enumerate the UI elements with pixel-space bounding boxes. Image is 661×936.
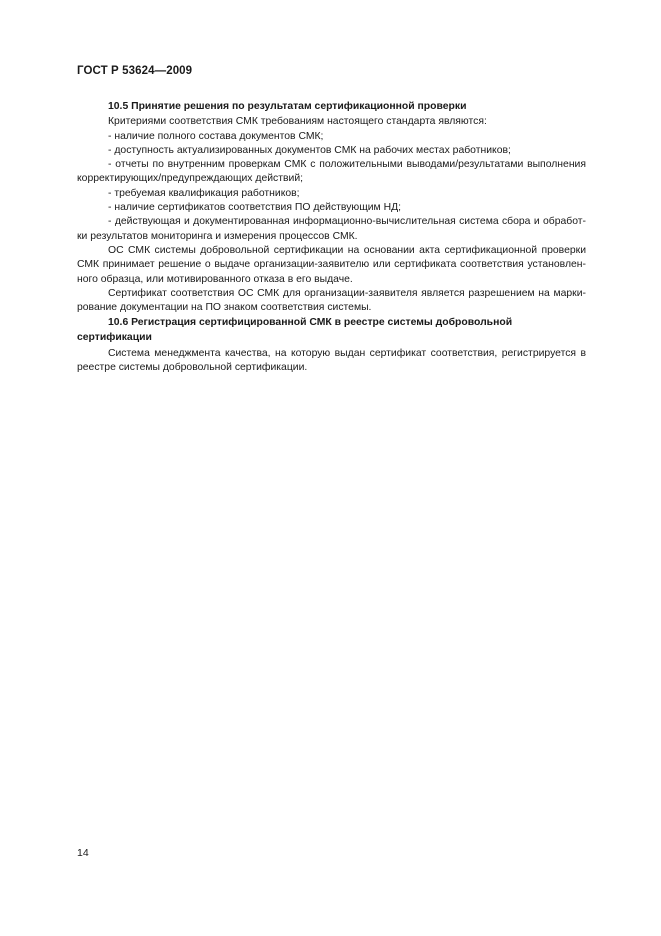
paragraph: Критериями соответствия СМК требованиям настоящего стандарта являются: xyxy=(108,116,487,128)
section-heading: 10.6 Регистрация сертифицированной СМК в реестре системы добровольной сертификации xyxy=(77,317,513,343)
list-item: - наличие сертификатов соответствия ПО действующим НД; xyxy=(108,202,402,214)
paragraph: ОС СМК системы добровольной сертификации на основании акта сертификационной проверки СМК принимает решение о выдаче организации-заявителю или сертификата соответствия установлен-ного образца, или мотивированного отказа в его выдаче. xyxy=(77,244,586,285)
paragraph: Сертификат соответствия ОС СМК для организации-заявителя является разрешением на марки-рование документации на ПО знаком соответствия системы. xyxy=(77,287,586,314)
list-item: - наличие полного состава документов СМК; xyxy=(108,130,324,142)
section-heading: 10.5 Принятие решения по результатам сертификационной проверки xyxy=(108,101,467,112)
document-body xyxy=(77,100,586,376)
list-item: - требуемая квалификация работников; xyxy=(108,187,300,199)
document-header: ГОСТ Р 53624—2009 xyxy=(77,65,193,77)
page-number: 14 xyxy=(77,847,89,859)
list-item: - доступность актуализированных документов СМК на рабочих местах работников; xyxy=(108,144,511,156)
paragraph: Система менеджмента качества, на которую выдан сертификат соответствия, регистрируется в реестре системы добровольной сертификации. xyxy=(77,348,586,374)
list-item: - действующая и документированная информационно-вычислительная система сбора и обработ-ки результатов мониторинга и измерения процессов СМК. xyxy=(77,216,586,242)
list-item: - отчеты по внутренним проверкам СМК с положительными выводами/результатами выполнения корректирующих/предупреждающих действий; xyxy=(77,159,586,185)
